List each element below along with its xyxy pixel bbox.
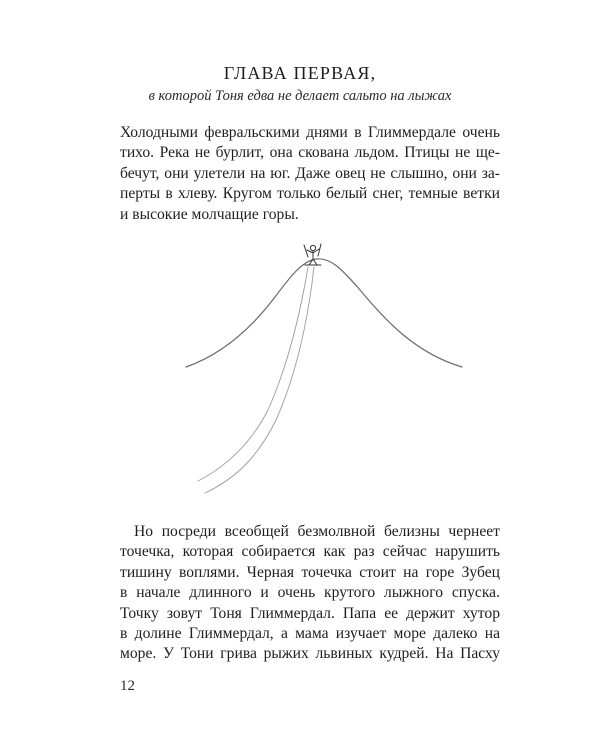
text-line: Точку зовут Тоня Глиммердал. Папа ее держит хутор — [120, 604, 500, 622]
chapter-title: ГЛАВА ПЕРВАЯ, — [223, 63, 377, 83]
text-line: и высокие молчащие горы. — [120, 205, 299, 223]
paragraph-intro — [120, 123, 500, 225]
paragraph-story — [120, 522, 500, 665]
skier-figure — [304, 244, 321, 265]
text-line: море. У Тони грива рыжих львиных кудрей. На Пасху — [120, 645, 500, 663]
page-number: 12 — [120, 678, 135, 694]
text-line: в начале длинного и очень крутого лыжного спуска. — [120, 584, 500, 602]
chapter-subtitle: в которой Тоня едва не делает сальто на лыжах — [148, 88, 452, 104]
text-line: точечка, которая собирается как раз сейчас нарушить — [120, 543, 500, 561]
text-line: в долине Глиммердал, а мама изучает море далеко на — [120, 624, 500, 642]
text-line: тишину воплями. Черная точечка стоит на горе Зубец — [120, 563, 500, 581]
text-line: тихо. Река не бурлит, она скована льдом. Птицы не ще- — [120, 144, 500, 162]
text-line: Холодными февральскими днями в Глиммердале очень — [120, 124, 500, 141]
text-line: бечут, они улетели на юг. Даже овец не слышно, они за- — [120, 164, 500, 182]
text-line: перты в хлеву. Кругом только белый снег, темные ветки — [120, 185, 500, 203]
mountain-with-ski-tracks-icon — [180, 235, 480, 505]
text-line: Но посреди всеобщей безмолвной белизны чернеет — [134, 523, 500, 540]
